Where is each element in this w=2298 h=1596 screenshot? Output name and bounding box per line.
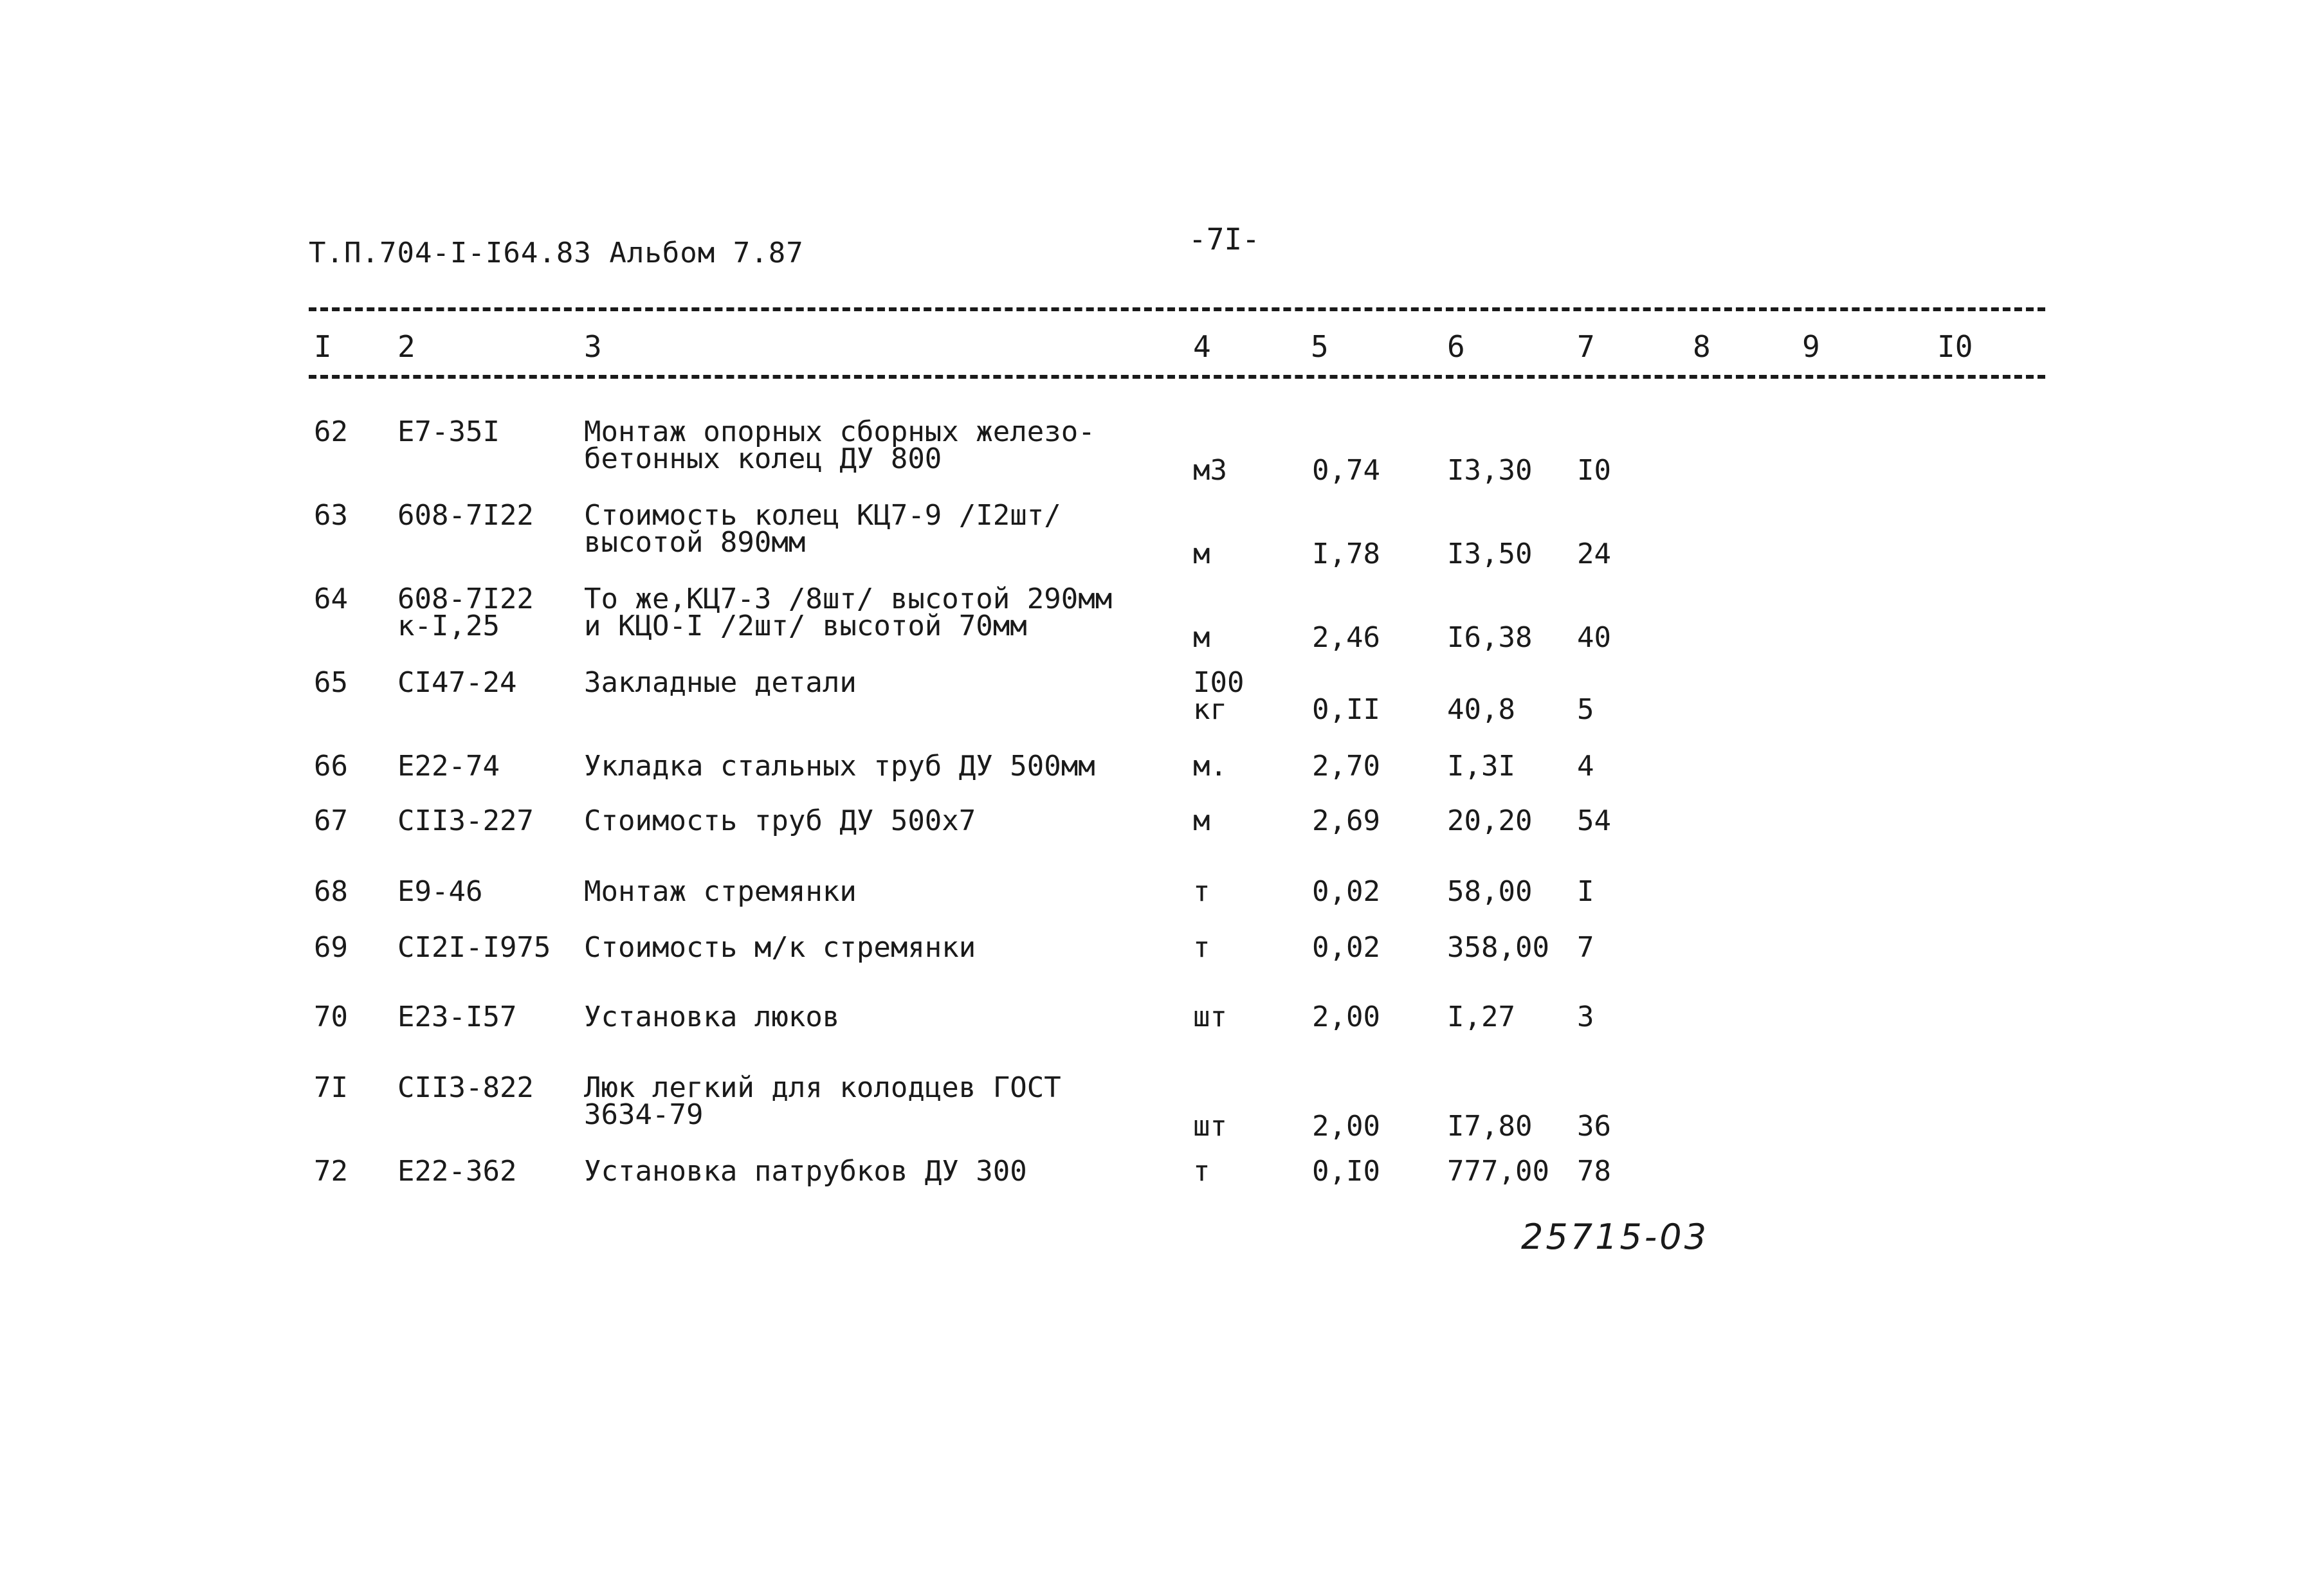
row-unit: м. xyxy=(1193,750,1227,783)
row-description: Монтаж стремянки xyxy=(584,875,857,908)
row-total: 78 xyxy=(1577,1155,1611,1188)
column-header-7: 7 xyxy=(1577,329,1595,364)
row-code: 608-7I22 xyxy=(397,583,534,615)
row-total: 40 xyxy=(1577,621,1611,654)
column-header-8: 8 xyxy=(1693,329,1711,364)
row-unit: шт xyxy=(1193,1110,1227,1143)
row-code: CI2I-I975 xyxy=(397,931,551,964)
row-unit-price: 358,00 xyxy=(1447,931,1549,964)
row-total: 3 xyxy=(1577,1001,1594,1033)
row-total: I xyxy=(1577,875,1594,908)
row-unit: кг xyxy=(1193,693,1227,726)
row-number: 69 xyxy=(314,931,348,964)
row-description: Стоимость труб ДУ 500х7 xyxy=(584,804,976,837)
header-rule-bottom xyxy=(309,375,2045,379)
row-number: 70 xyxy=(314,1001,348,1033)
row-number: 62 xyxy=(314,415,348,448)
row-description: 3634-79 xyxy=(584,1098,704,1131)
row-total: 54 xyxy=(1577,804,1611,837)
row-code: 608-7I22 xyxy=(397,499,534,532)
row-code: CII3-227 xyxy=(397,804,534,837)
row-total: 4 xyxy=(1577,750,1594,783)
row-unit-price: I3,50 xyxy=(1447,538,1533,570)
row-unit: м3 xyxy=(1193,454,1227,487)
row-total: I0 xyxy=(1577,454,1611,487)
column-header-3: 3 xyxy=(584,329,602,364)
row-unit-price: 20,20 xyxy=(1447,804,1533,837)
row-unit: м xyxy=(1193,538,1210,570)
row-code: E23-I57 xyxy=(397,1001,517,1033)
row-unit-price: 777,00 xyxy=(1447,1155,1549,1188)
row-unit-price: I3,30 xyxy=(1447,454,1533,487)
row-quantity: 2,00 xyxy=(1312,1001,1380,1033)
row-quantity: I,78 xyxy=(1312,538,1380,570)
row-unit: шт xyxy=(1193,1001,1227,1033)
row-code: к-I,25 xyxy=(397,610,500,642)
row-number: 65 xyxy=(314,666,348,699)
row-description: Люк легкий для колодцев ГОСТ xyxy=(584,1071,1061,1104)
row-number: 72 xyxy=(314,1155,348,1188)
row-description: бетонных колец ДУ 800 xyxy=(584,442,942,475)
row-quantity: 0,I0 xyxy=(1312,1155,1380,1188)
row-quantity: 2,46 xyxy=(1312,621,1380,654)
row-unit-price: 58,00 xyxy=(1447,875,1533,908)
row-quantity: 0,02 xyxy=(1312,875,1380,908)
row-code: E22-362 xyxy=(397,1155,517,1188)
row-total: 36 xyxy=(1577,1110,1611,1143)
row-description: Установка люков xyxy=(584,1001,840,1033)
row-code: E22-74 xyxy=(397,750,500,783)
row-quantity: 2,70 xyxy=(1312,750,1380,783)
row-description: Установка патрубков ДУ 300 xyxy=(584,1155,1027,1188)
row-unit-price: 40,8 xyxy=(1447,693,1515,726)
row-unit-price: I,3I xyxy=(1447,750,1515,783)
row-total: 24 xyxy=(1577,538,1611,570)
row-description: Монтаж опорных сборных железо- xyxy=(584,415,1095,448)
row-code: E7-35I xyxy=(397,415,500,448)
row-description: и КЦО-I /2шт/ высотой 70мм xyxy=(584,610,1027,642)
row-code: CII3-822 xyxy=(397,1071,534,1104)
row-total: 5 xyxy=(1577,693,1594,726)
row-code: CI47-24 xyxy=(397,666,517,699)
row-unit: м xyxy=(1193,621,1210,654)
row-number: 67 xyxy=(314,804,348,837)
row-unit-price: I7,80 xyxy=(1447,1110,1533,1143)
row-unit-price: I,27 xyxy=(1447,1001,1515,1033)
row-total: 7 xyxy=(1577,931,1594,964)
row-number: 68 xyxy=(314,875,348,908)
row-description: Стоимость м/к стремянки xyxy=(584,931,976,964)
page-number: -7I- xyxy=(1189,222,1260,257)
handwritten-stamp: 25715-03 xyxy=(1521,1217,1709,1257)
row-unit: м xyxy=(1193,804,1210,837)
row-description: Укладка стальных труб ДУ 500мм xyxy=(584,750,1095,783)
column-header-5: 5 xyxy=(1311,329,1329,364)
column-header-10: I0 xyxy=(1937,329,1973,364)
row-description: высотой 890мм xyxy=(584,526,806,559)
row-number: 7I xyxy=(314,1071,348,1104)
header-rule-top xyxy=(309,307,2045,311)
row-number: 66 xyxy=(314,750,348,783)
row-quantity: 0,II xyxy=(1312,693,1380,726)
row-quantity: 0,74 xyxy=(1312,454,1380,487)
row-quantity: 0,02 xyxy=(1312,931,1380,964)
column-header-9: 9 xyxy=(1802,329,1820,364)
row-code: E9-46 xyxy=(397,875,483,908)
row-unit: т xyxy=(1193,875,1210,908)
row-number: 64 xyxy=(314,583,348,615)
column-header-4: 4 xyxy=(1193,329,1211,364)
row-unit-price: I6,38 xyxy=(1447,621,1533,654)
row-unit: I00 xyxy=(1193,666,1245,699)
row-description: Закладные детали xyxy=(584,666,857,699)
row-number: 63 xyxy=(314,499,348,532)
row-quantity: 2,00 xyxy=(1312,1110,1380,1143)
column-header-2: 2 xyxy=(397,329,415,364)
row-quantity: 2,69 xyxy=(1312,804,1380,837)
row-unit: т xyxy=(1193,931,1210,964)
column-header-1: I xyxy=(314,329,332,364)
row-description: То же,КЦ7-3 /8шт/ высотой 290мм xyxy=(584,583,1113,615)
row-description: Стоимость колец КЦ7-9 /I2шт/ xyxy=(584,499,1061,532)
row-unit: т xyxy=(1193,1155,1210,1188)
document-title: Т.П.704-I-I64.83 Альбом 7.87 xyxy=(309,237,804,269)
column-header-6: 6 xyxy=(1447,329,1465,364)
